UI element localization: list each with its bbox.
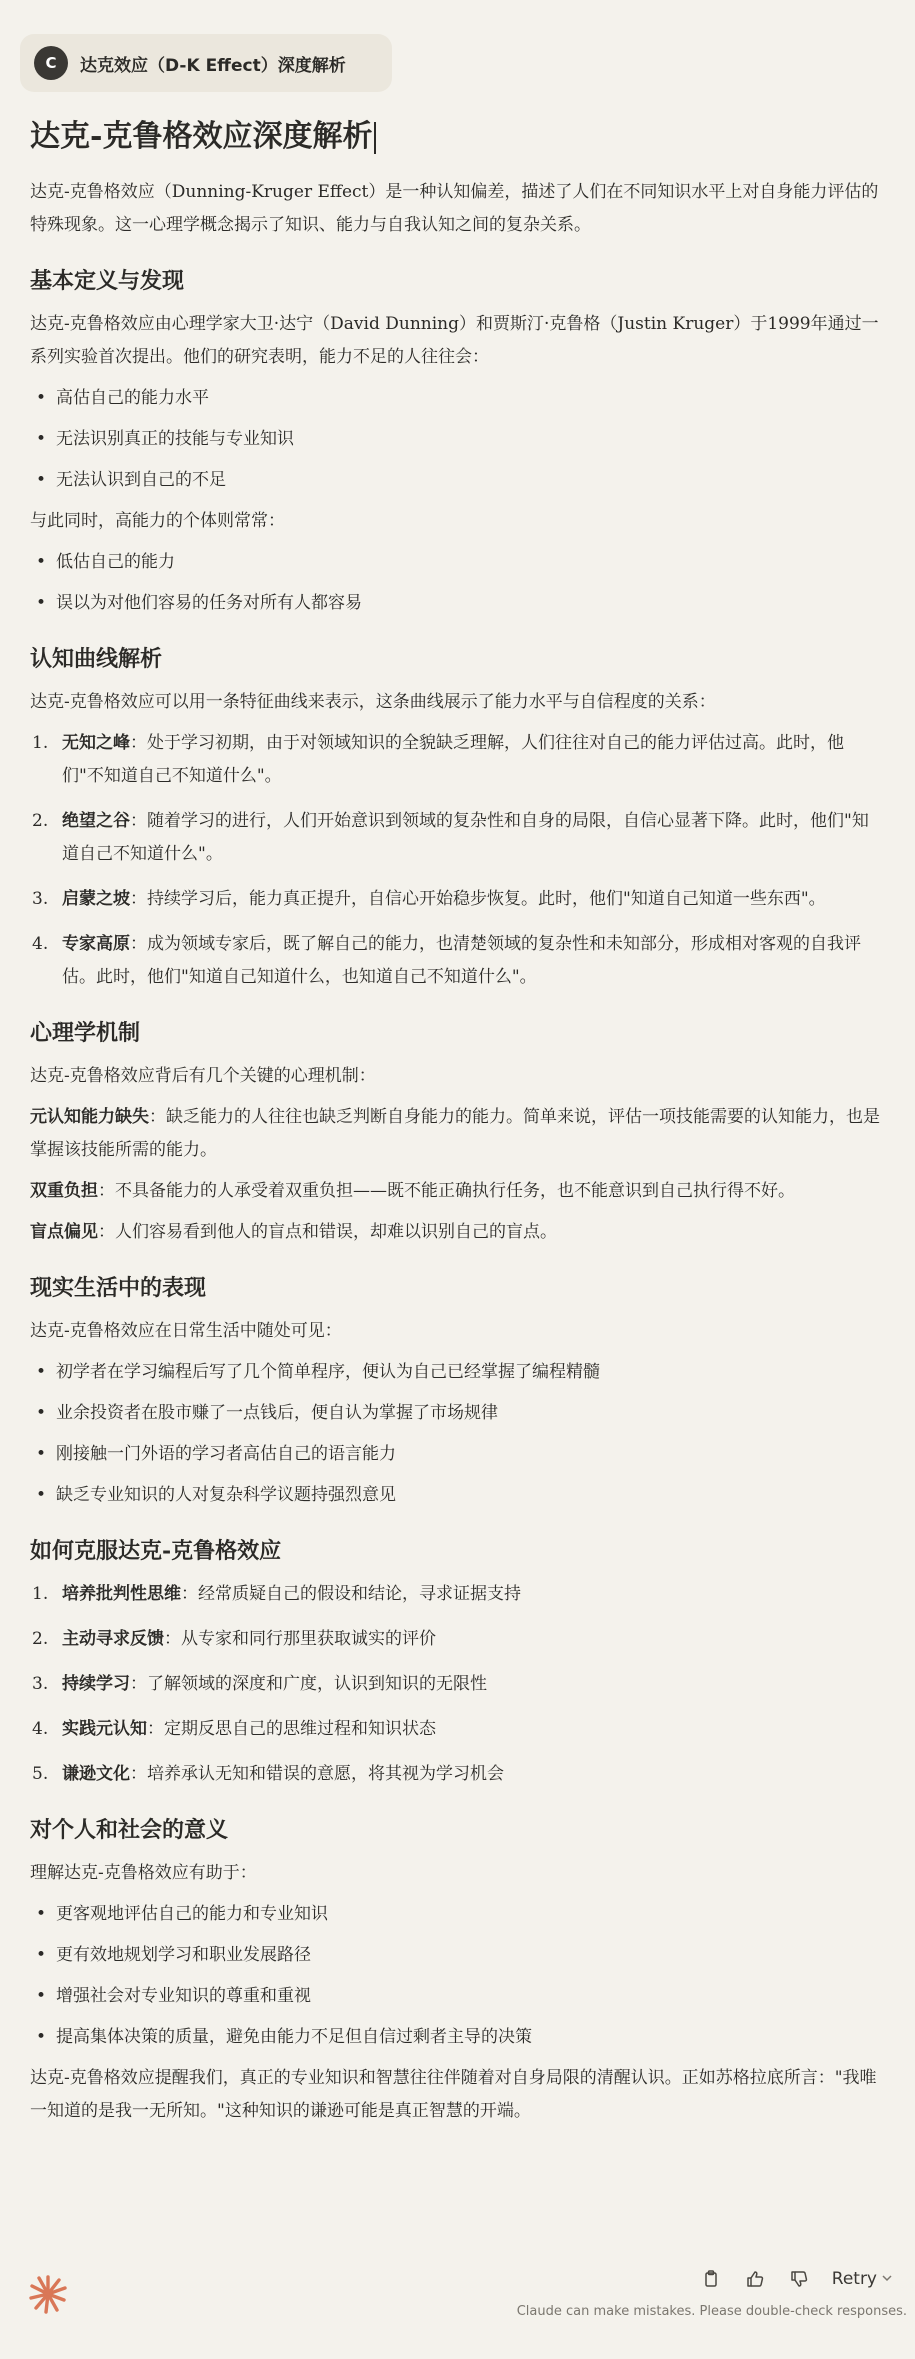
list-item: • 提高集体决策的质量，避免由能力不足但自信过剩者主导的决策 bbox=[52, 2021, 880, 2054]
section-heading: 基本定义与发现 bbox=[30, 268, 185, 294]
list-item: • 无法识别真正的技能与专业知识 bbox=[52, 423, 880, 456]
bullet-list bbox=[30, 546, 880, 620]
list-text: ：随着学习的进行，人们开始意识到领域的复杂性和自身的局限，自信心显著下降。此时，他们"知道自己不知道什么"。 bbox=[62, 811, 869, 864]
paragraph: 理解达克-克鲁格效应有助于： bbox=[30, 1863, 257, 1883]
term: 元认知能力缺失 bbox=[30, 1107, 149, 1127]
claude-logo-icon bbox=[28, 2274, 68, 2318]
list-text: ：经常质疑自己的假设和结论，寻求证据支持 bbox=[181, 1584, 521, 1604]
chat-title: 达克效应（D-K Effect）深度解析 bbox=[80, 55, 346, 76]
text-cursor bbox=[374, 122, 376, 154]
section-heading: 对个人和社会的意义 bbox=[30, 1817, 229, 1843]
retry-button[interactable] bbox=[832, 2269, 893, 2289]
paragraph: 达克-克鲁格效应在日常生活中随处可见： bbox=[30, 1321, 342, 1341]
paragraph bbox=[30, 1175, 880, 1208]
list-item: • 无法认识到自己的不足 bbox=[52, 464, 880, 497]
list-text: ：了解领域的深度和广度，认识到知识的无限性 bbox=[130, 1674, 487, 1694]
paragraph: 达克-克鲁格效应由心理学家大卫·达宁（David Dunning）和贾斯汀·克鲁格（Justin Kruger）于1999年通过一系列实验首次提出。他们的研究表明，能力不足的人往往会： bbox=[30, 314, 879, 367]
list-term: 无知之峰 bbox=[62, 733, 130, 753]
list-item bbox=[32, 1758, 880, 1791]
bullet-list bbox=[30, 1898, 880, 2054]
paragraph bbox=[30, 1101, 880, 1167]
list-number: 1. bbox=[32, 1584, 49, 1604]
list-item: • 更有效地规划学习和职业发展路径 bbox=[52, 1939, 880, 1972]
conclusion-paragraph: 达克-克鲁格效应提醒我们，真正的专业知识和智慧往往伴随着对自身局限的清醒认识。正如苏格拉底所言："我唯一知道的是我一无所知。"这种知识的谦逊可能是真正智慧的开端。 bbox=[30, 2068, 877, 2121]
list-term: 培养批判性思维 bbox=[62, 1584, 181, 1604]
term: 双重负担 bbox=[30, 1181, 98, 1201]
list-text: ：定期反思自己的思维过程和知识状态 bbox=[147, 1719, 436, 1739]
list-text: ：从专家和同行那里获取诚实的评价 bbox=[164, 1629, 436, 1649]
section-heading: 现实生活中的表现 bbox=[30, 1275, 207, 1301]
list-item: • 初学者在学习编程后写了几个简单程序，便认为自己已经掌握了编程精髓 bbox=[52, 1356, 880, 1389]
list-item: • 缺乏专业知识的人对复杂科学议题持强烈意见 bbox=[52, 1479, 880, 1512]
disclaimer-text: Claude can make mistakes. Please double-check responses. bbox=[516, 2304, 907, 2319]
article-title-text: 达克-克鲁格效应深度解析 bbox=[30, 119, 373, 154]
list-item bbox=[32, 883, 880, 916]
list-item: • 误以为对他们容易的任务对所有人都容易 bbox=[52, 587, 880, 620]
message-content bbox=[30, 112, 880, 2136]
paragraph: 达克-克鲁格效应可以用一条特征曲线来表示，这条曲线展示了能力水平与自信程度的关系： bbox=[30, 692, 716, 712]
list-number: 3. bbox=[32, 889, 49, 909]
term-text: ：缺乏能力的人往往也缺乏判断自身能力的能力。简单来说，评估一项技能需要的认知能力，也是掌握该技能所需的能力。 bbox=[30, 1107, 880, 1160]
list-text: ：培养承认无知和错误的意愿，将其视为学习机会 bbox=[130, 1764, 504, 1784]
chevron-down-icon bbox=[881, 2269, 893, 2289]
list-item: • 高估自己的能力水平 bbox=[52, 382, 880, 415]
list-number: 4. bbox=[32, 934, 49, 954]
list-text: ：成为领域专家后，既了解自己的能力，也清楚领域的复杂性和未知部分，形成相对客观的自我评估。此时，他们"知道自己知道什么，也知道自己不知道什么"。 bbox=[62, 934, 861, 987]
list-term: 启蒙之坡 bbox=[62, 889, 130, 909]
list-term: 持续学习 bbox=[62, 1674, 130, 1694]
section-heading: 如何克服达克-克鲁格效应 bbox=[30, 1538, 282, 1564]
intro-paragraph: 达克-克鲁格效应（Dunning-Kruger Effect）是一种认知偏差，描述了人们在不同知识水平上对自身能力评估的特殊现象。这一心理学概念揭示了知识、能力与自我认知之间的复杂关系。 bbox=[30, 182, 879, 235]
list-item bbox=[32, 805, 880, 871]
list-number: 5. bbox=[32, 1764, 49, 1784]
section-heading: 认知曲线解析 bbox=[30, 646, 163, 672]
list-number: 2. bbox=[32, 811, 49, 831]
copy-icon[interactable] bbox=[700, 2268, 722, 2290]
section-heading: 心理学机制 bbox=[30, 1020, 141, 1046]
avatar: C bbox=[34, 46, 68, 80]
numbered-list bbox=[30, 1578, 880, 1791]
list-item bbox=[32, 1668, 880, 1701]
list-item: • 刚接触一门外语的学习者高估自己的语言能力 bbox=[52, 1438, 880, 1471]
list-number: 1. bbox=[32, 733, 49, 753]
list-item bbox=[32, 727, 880, 793]
list-term: 主动寻求反馈 bbox=[62, 1629, 164, 1649]
paragraph: 达克-克鲁格效应背后有几个关键的心理机制： bbox=[30, 1066, 376, 1086]
list-item: • 增强社会对专业知识的尊重和重视 bbox=[52, 1980, 880, 2013]
paragraph bbox=[30, 1216, 880, 1249]
list-text: ：持续学习后，能力真正提升，自信心开始稳步恢复。此时，他们"知道自己知道一些东西"。 bbox=[130, 889, 826, 909]
numbered-list bbox=[30, 727, 880, 994]
list-item: • 低估自己的能力 bbox=[52, 546, 880, 579]
list-number: 4. bbox=[32, 1719, 49, 1739]
article-title bbox=[30, 112, 880, 162]
list-item: • 业余投资者在股市赚了一点钱后，便自认为掌握了市场规律 bbox=[52, 1397, 880, 1430]
term-text: ：人们容易看到他人的盲点和错误，却难以识别自己的盲点。 bbox=[98, 1222, 557, 1242]
list-number: 3. bbox=[32, 1674, 49, 1694]
bullet-list bbox=[30, 382, 880, 497]
thumbs-down-icon[interactable] bbox=[788, 2268, 810, 2290]
list-term: 实践元认知 bbox=[62, 1719, 147, 1739]
list-item bbox=[32, 928, 880, 994]
paragraph: 与此同时，高能力的个体则常常： bbox=[30, 511, 285, 531]
list-term: 绝望之谷 bbox=[62, 811, 130, 831]
list-term: 专家高原 bbox=[62, 934, 130, 954]
message-footer bbox=[0, 2262, 915, 2342]
list-term: 谦逊文化 bbox=[62, 1764, 130, 1784]
message-actions bbox=[700, 2268, 893, 2290]
list-number: 2. bbox=[32, 1629, 49, 1649]
chat-title-bar[interactable] bbox=[20, 34, 392, 92]
list-item bbox=[32, 1578, 880, 1611]
list-item bbox=[32, 1623, 880, 1656]
thumbs-up-icon[interactable] bbox=[744, 2268, 766, 2290]
list-item: • 更客观地评估自己的能力和专业知识 bbox=[52, 1898, 880, 1931]
retry-label: Retry bbox=[831, 2269, 877, 2289]
list-text: ：处于学习初期，由于对领域知识的全貌缺乏理解，人们往往对自己的能力评估过高。此时，他们"不知道自己不知道什么"。 bbox=[62, 733, 844, 786]
list-item bbox=[32, 1713, 880, 1746]
term-text: ：不具备能力的人承受着双重负担——既不能正确执行任务，也不能意识到自己执行得不好。 bbox=[98, 1181, 795, 1201]
bullet-list bbox=[30, 1356, 880, 1512]
term: 盲点偏见 bbox=[30, 1222, 98, 1242]
